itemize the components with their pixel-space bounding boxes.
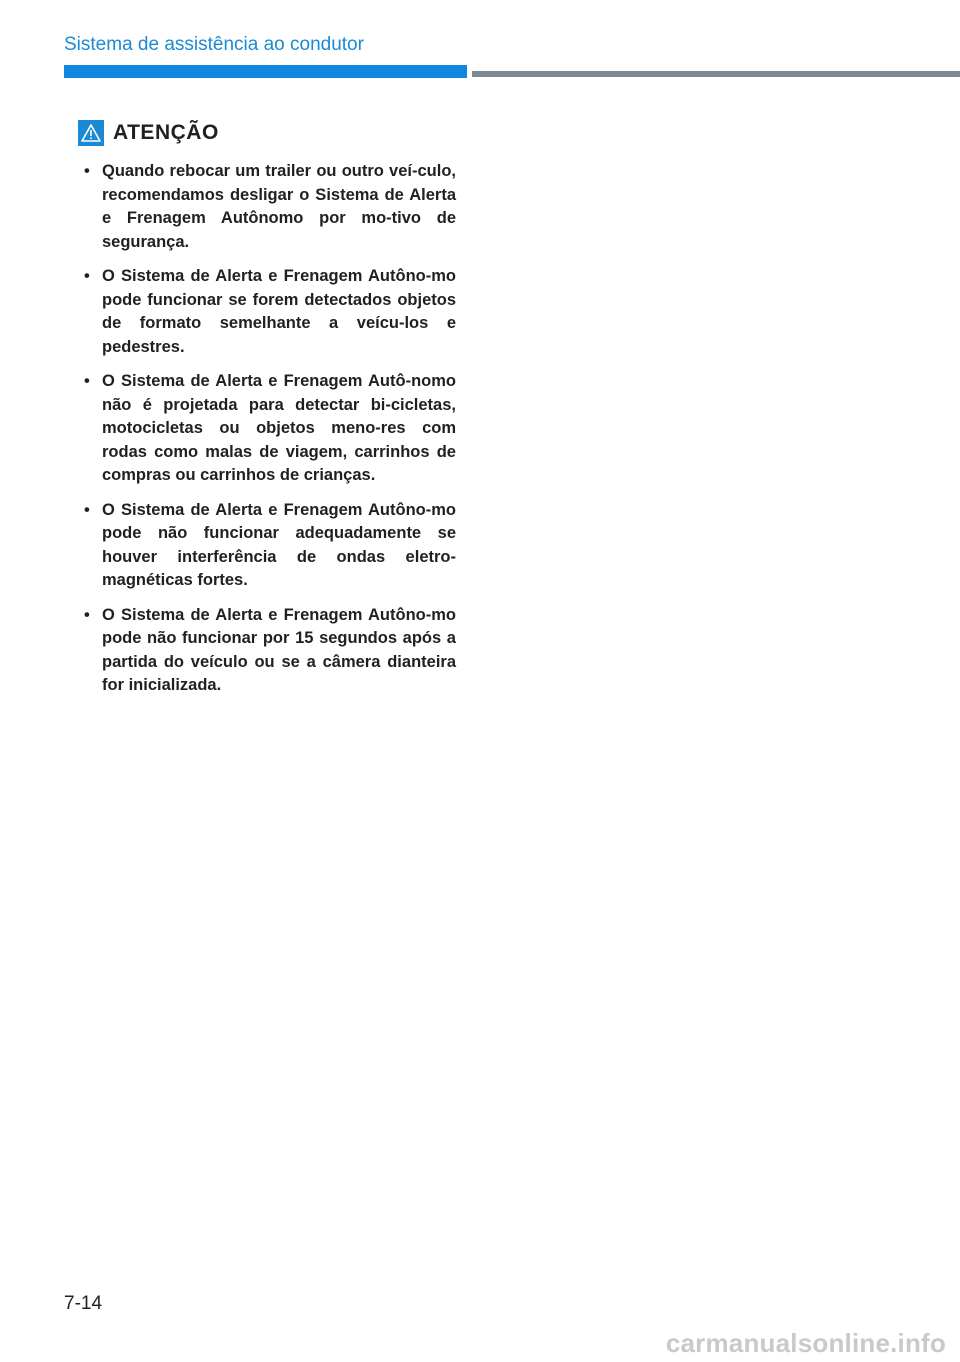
warning-triangle-icon: [78, 120, 104, 146]
list-item: [78, 265, 456, 359]
section-title: Sistema de assistência ao condutor: [64, 34, 364, 55]
warning-box: [78, 115, 456, 709]
list-item-text: Quando rebocar um trailer ou outro veí-culo, recomendamos desligar o Sistema de Alerta e Frenagem Autônomo por mo-tivo de segurança.: [102, 162, 456, 251]
list-item-text: O Sistema de Alerta e Frenagem Autôno-mo pode não funcionar adequadamente se houver interferência de ondas eletro-magnéticas fortes.: [102, 500, 456, 589]
list-item: [78, 370, 456, 488]
header-bar-blue: [64, 65, 467, 78]
watermark[interactable]: carmanualsonline.info: [665, 1328, 946, 1358]
bullet-dot: •: [84, 267, 90, 285]
list-item-text: O Sistema de Alerta e Frenagem Autôno-mo pode não funcionar por 15 segundos após a partida do veículo ou se a câmera dianteira for inicializada.: [102, 605, 456, 694]
warning-list: [78, 160, 456, 698]
list-item: [78, 604, 456, 698]
list-item-text: O Sistema de Alerta e Frenagem Autô-nomo não é projetada para detectar bi-cicletas, motocicletas ou objetos meno-res com rodas como malas de viagem, carrinhos de compras ou carrinhos de crianças.: [102, 372, 456, 484]
list-item: [78, 160, 456, 254]
list-item: [78, 499, 456, 593]
warning-title: ATENÇÃO: [113, 121, 219, 144]
warning-header: [78, 115, 456, 151]
bullet-dot: •: [84, 500, 90, 519]
bullet-dot: •: [84, 372, 90, 390]
bullet-dot: •: [84, 162, 90, 180]
bullet-dot: •: [84, 605, 90, 624]
header-bar-gray: [472, 71, 960, 77]
list-item-text: O Sistema de Alerta e Frenagem Autôno-mo pode funcionar se forem detectados objetos de formato semelhante a veícu-los e pedestres.: [102, 267, 456, 356]
page-number: 7-14: [64, 1293, 103, 1314]
